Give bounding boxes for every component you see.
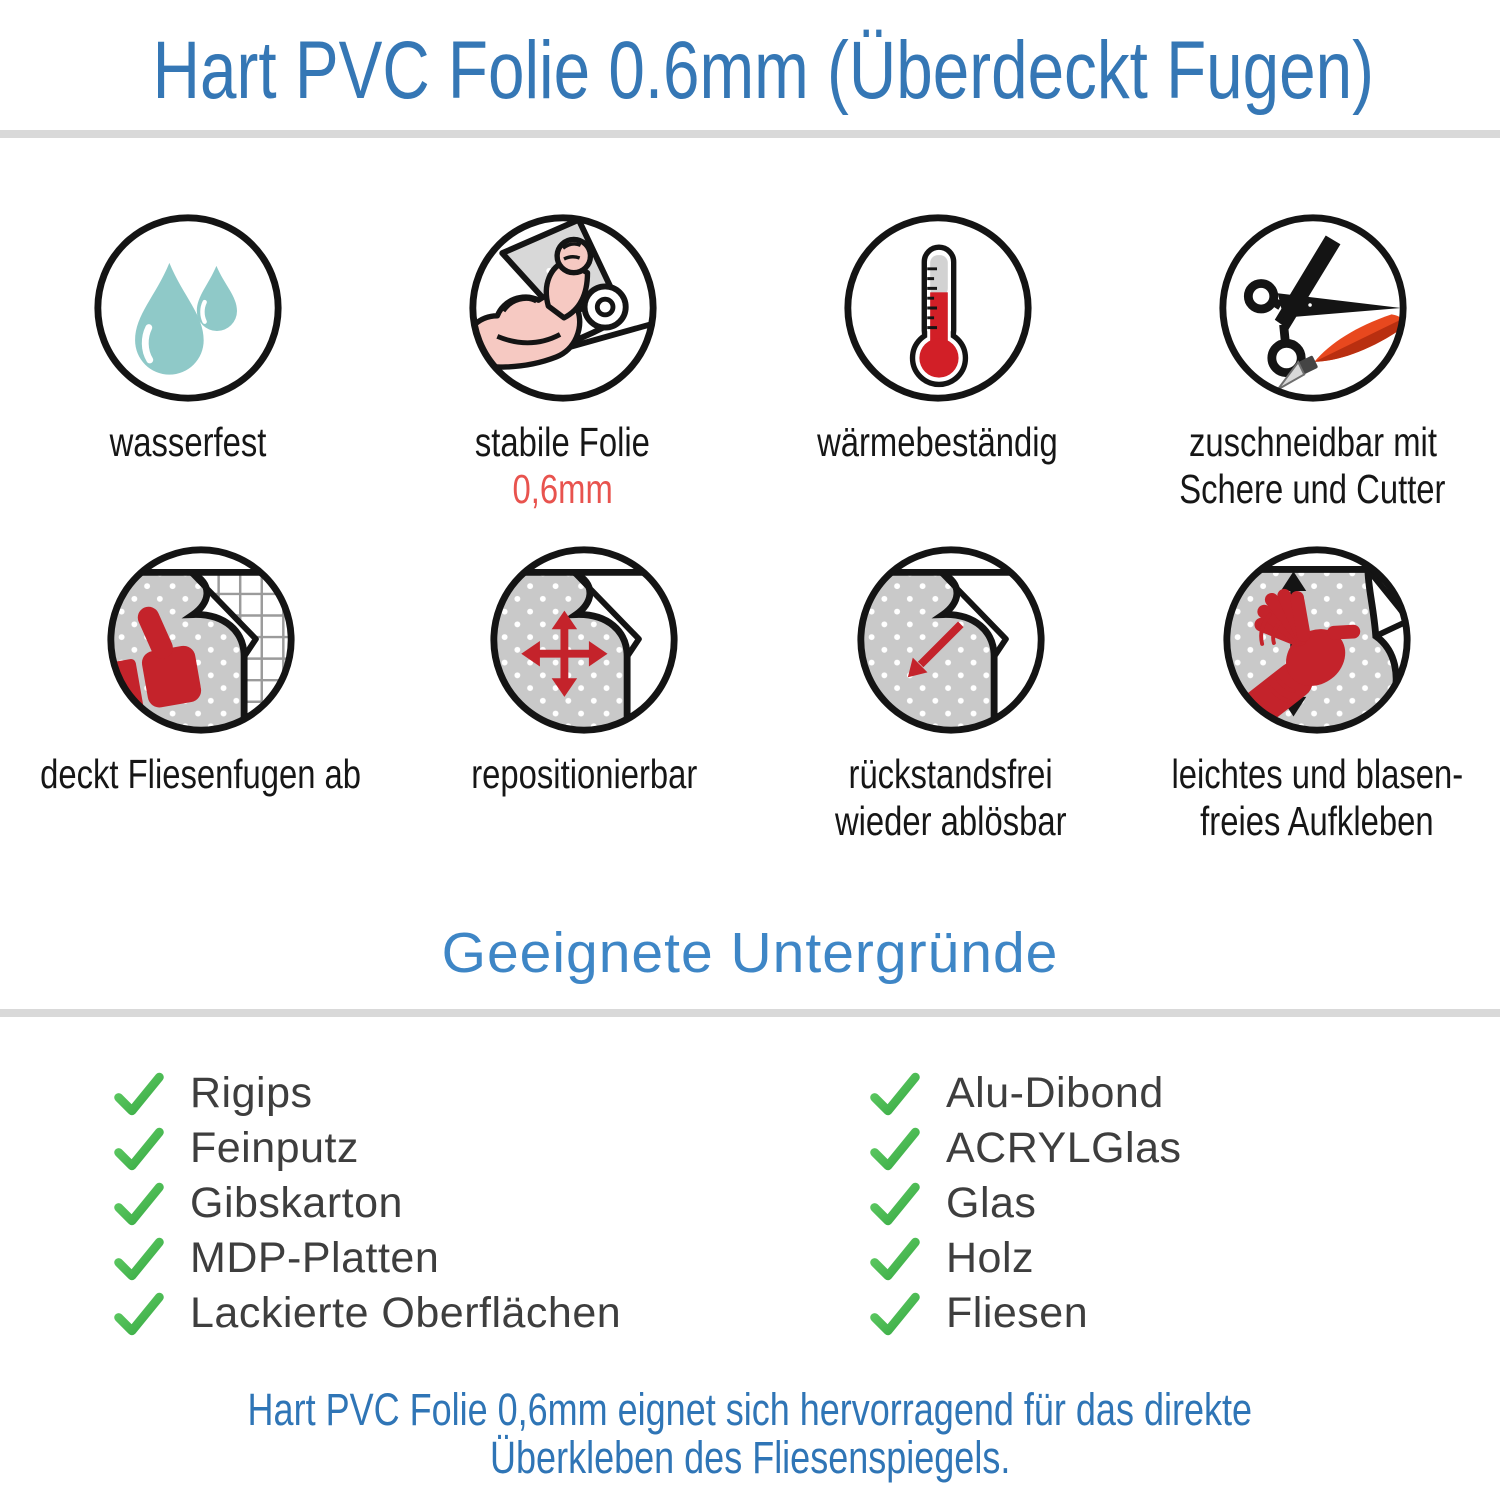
list-item (112, 1286, 621, 1341)
list-item (112, 1231, 621, 1286)
feature-caption-sub: 0,6mm (512, 466, 613, 513)
list-item-label: Glas (946, 1179, 1037, 1227)
list-item (868, 1121, 1182, 1176)
divider-bar-middle (0, 1009, 1500, 1017)
water-drops-icon (90, 210, 286, 406)
feature-caption (453, 420, 672, 512)
divider-bar-top (0, 130, 1500, 138)
muscle-foil-roll-icon (465, 210, 661, 406)
move-arrows-foil-icon (486, 542, 682, 738)
feature-caption-line1: repositionierbar (471, 751, 698, 797)
feature-cell-cuttable (1125, 210, 1500, 512)
feature-caption-line2: freies Aufkleben (1200, 798, 1434, 845)
feature-cell-stable-foil (375, 210, 750, 512)
footer-note-line1: Hart PVC Folie 0,6mm eignet sich hervorragend für das direkte (247, 1384, 1253, 1435)
check-icon (112, 1181, 166, 1227)
list-item (112, 1176, 621, 1231)
list-item (868, 1231, 1182, 1286)
list-item (868, 1286, 1182, 1341)
check-icon (112, 1126, 166, 1172)
surface-list-right (868, 1066, 1182, 1341)
feature-caption-line1: stabile Folie (474, 419, 651, 465)
page-title-text: Hart PVC Folie 0.6mm (Überdeckt Fugen) (152, 25, 1374, 116)
smoothing-hand-foil-icon (1219, 542, 1415, 738)
feature-cell-covers-joints (0, 542, 401, 844)
page-title (0, 26, 1500, 116)
feature-caption-line2: Schere und Cutter (1179, 466, 1446, 513)
list-item-label: Gibskarton (190, 1179, 403, 1227)
check-icon (868, 1126, 922, 1172)
list-item-label: Alu-Dibond (946, 1069, 1164, 1117)
feature-row-2 (0, 542, 1500, 844)
thumb-up-tiles-icon (103, 542, 299, 738)
feature-caption-line2: wieder ablösbar (834, 798, 1067, 845)
list-item-label: Holz (946, 1234, 1035, 1282)
surface-list-left (112, 1066, 621, 1341)
feature-caption-line1: wärmebeständig (817, 419, 1058, 465)
check-icon (868, 1181, 922, 1227)
check-icon (112, 1236, 166, 1282)
feature-cell-waterproof (0, 210, 375, 512)
list-item-label: MDP-Platten (190, 1234, 440, 1282)
check-icon (112, 1291, 166, 1337)
feature-cell-removable (767, 542, 1133, 844)
feature-row-1 (0, 210, 1500, 512)
thermometer-icon (840, 210, 1036, 406)
feature-caption-line1: zuschneidbar mit (1188, 419, 1437, 465)
feature-caption-line1: deckt Fliesenfugen ab (40, 751, 362, 797)
feature-caption (0, 752, 401, 796)
check-icon (868, 1071, 922, 1117)
scissors-cutter-icon (1215, 210, 1411, 406)
footer-note-line2: Überkleben des Fliesenspiegels. (489, 1431, 1011, 1483)
list-item-label: Feinputz (190, 1124, 359, 1172)
feature-cell-easy-apply (1134, 542, 1500, 844)
section-heading-surfaces: Geeignete Untergründe (441, 921, 1059, 985)
feature-cell-heat-resistant (750, 210, 1125, 512)
list-item (868, 1066, 1182, 1121)
check-icon (112, 1071, 166, 1117)
list-item (868, 1176, 1182, 1231)
peel-arrow-foil-icon (853, 542, 1049, 738)
list-item-label: Rigips (190, 1069, 313, 1117)
list-item-label: ACRYLGlas (946, 1124, 1182, 1172)
list-item-label: Fliesen (946, 1289, 1089, 1337)
feature-caption (787, 420, 1088, 464)
feature-caption-line1: leichtes und blasen- (1170, 751, 1463, 797)
check-icon (868, 1291, 922, 1337)
feature-caption (443, 752, 726, 796)
feature-caption (1135, 752, 1500, 844)
feature-caption (1146, 420, 1479, 512)
feature-caption (806, 752, 1095, 844)
feature-caption-line1: wasserfest (109, 419, 266, 465)
feature-caption-line1: rückstandsfrei (848, 751, 1053, 797)
list-item (112, 1066, 621, 1121)
list-item (112, 1121, 621, 1176)
check-icon (868, 1236, 922, 1282)
feature-caption (90, 420, 286, 464)
feature-cell-repositionable (401, 542, 767, 844)
list-item-label: Lackierte Oberflächen (190, 1289, 622, 1337)
footer-note (0, 1386, 1500, 1481)
